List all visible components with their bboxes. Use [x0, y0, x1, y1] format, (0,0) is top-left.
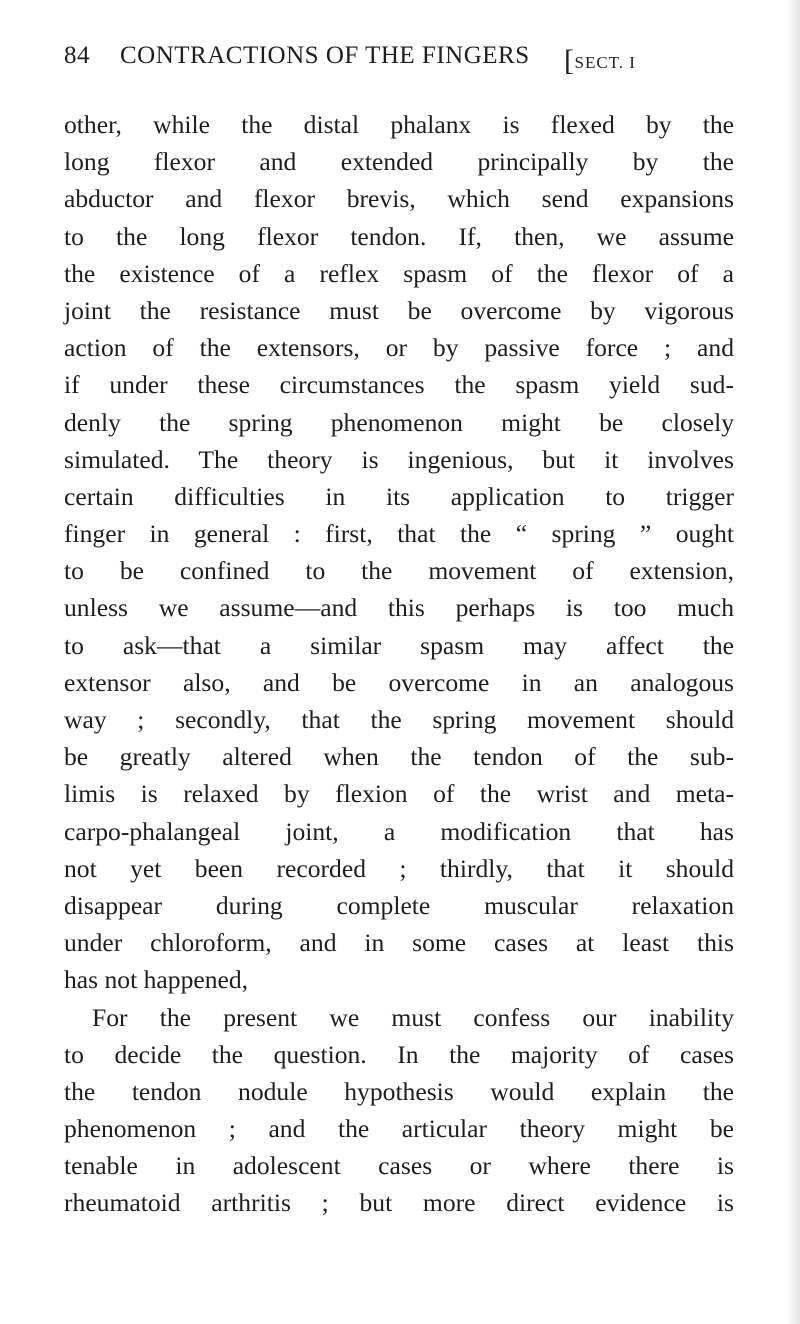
running-head — [64, 22, 744, 77]
text-line: if under these circumstances the spasm yield sud- — [64, 370, 734, 400]
text-line: the existence of a reflex spasm of the flexor of a — [64, 258, 734, 288]
text-line: unless we assume—and this perhaps is too much — [64, 593, 734, 623]
text-line: long flexor and extended principally by the — [64, 147, 734, 177]
text-line: tenable in adolescent cases or where there is — [64, 1151, 734, 1181]
running-title: CONTRACTIONS OF THE FINGERS — [120, 42, 530, 69]
text-line-paragraph-end: has not happened, — [64, 965, 249, 995]
section-bracket: [ — [564, 44, 575, 77]
text-line: abductor and flexor brevis, which send expansions — [64, 184, 734, 214]
text-line: phenomenon ; and the articular theory might be — [64, 1114, 734, 1144]
section-label — [564, 42, 636, 76]
text-line: the tendon nodule hypothesis would explain the — [64, 1076, 734, 1106]
body-text — [64, 106, 734, 1222]
text-line: to be confined to the movement of extension, — [64, 556, 734, 586]
text-line: to ask—that a similar spasm may affect the — [64, 630, 734, 660]
text-line: rheumatoid arthritis ; but more direct evidence is — [64, 1188, 734, 1218]
text-line: joint the resistance must be overcome by vigorous — [64, 295, 734, 325]
text-line: be greatly altered when the tendon of the sub- — [64, 742, 734, 772]
section-text: SECT. I — [574, 53, 636, 72]
text-line: carpo-phalangeal joint, a modification that has — [64, 816, 734, 846]
text-line: disappear during complete muscular relaxation — [64, 890, 734, 920]
text-line: under chloroform, and in some cases at least this — [64, 928, 734, 958]
text-line: finger in general : first, that the “ spring ” ought — [64, 519, 734, 549]
text-line: action of the extensors, or by passive force ; and — [64, 333, 734, 363]
text-line: extensor also, and be overcome in an analogous — [64, 667, 734, 697]
text-line: to decide the question. In the majority of cases — [64, 1039, 734, 1069]
text-line: denly the spring phenomenon might be closely — [64, 407, 734, 437]
text-line: to the long flexor tendon. If, then, we assume — [64, 221, 734, 251]
text-line-paragraph-start: For the present we must confess our inability — [92, 1002, 734, 1032]
text-line: other, while the distal phalanx is flexed by the — [64, 110, 734, 139]
text-line: limis is relaxed by flexion of the wrist and meta- — [64, 779, 734, 809]
page-edge-shadow — [786, 0, 800, 1324]
text-line: not yet been recorded ; thirdly, that it should — [64, 853, 734, 883]
page-number: 84 — [64, 42, 90, 69]
text-line: certain difficulties in its application to trigger — [64, 481, 734, 511]
text-line: way ; secondly, that the spring movement should — [64, 705, 734, 734]
text-line: simulated. The theory is ingenious, but it involves — [64, 444, 734, 474]
